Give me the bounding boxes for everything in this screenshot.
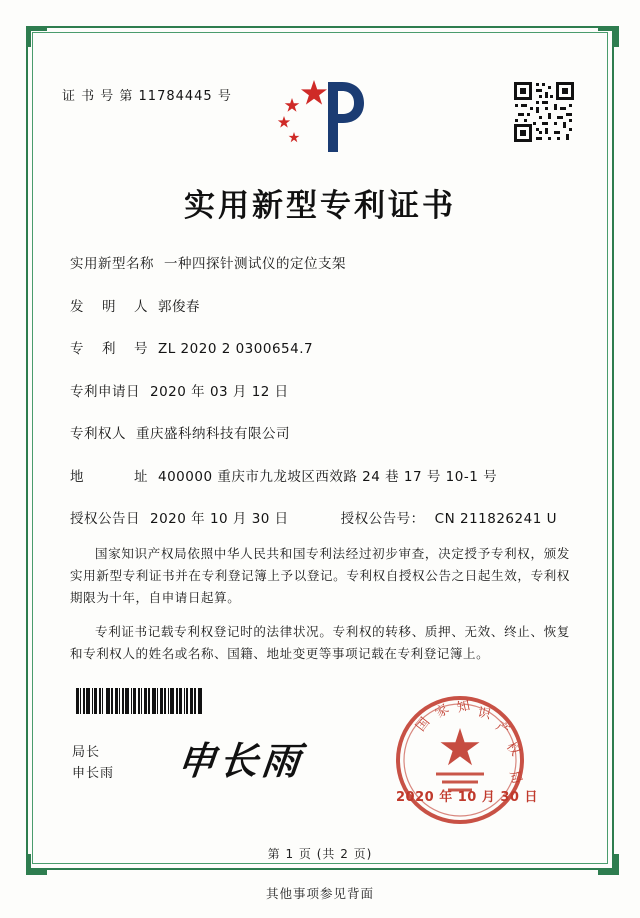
svg-text:局: 局: [506, 768, 525, 786]
field-value: 郭俊春: [158, 298, 200, 315]
svg-text:知: 知: [455, 698, 472, 716]
signatory-name: 申长雨: [72, 766, 115, 781]
field-value: 400000 重庆市九龙坡区西效路 24 巷 17 号 10-1 号: [158, 468, 498, 485]
field-list: [70, 252, 570, 550]
certificate-number: 证 书 号 第 11784445 号: [62, 89, 232, 104]
corner-ornament-top-left: [26, 26, 47, 47]
legal-paragraph-1: 国家知识产权局依照中华人民共和国专利法经过初步审查，决定授予专利权，颁发实用新型专利证书并在专利登记簿上予以登记。专利权自授权公告之日起生效，专利权期限为十年，自申请日起算。: [70, 545, 570, 605]
corner-ornament-top-right: [598, 26, 619, 47]
svg-text:识: 识: [476, 705, 493, 723]
field-label: 实用新型名称: [70, 256, 154, 272]
field-row-address: [70, 465, 570, 485]
field-row-application-date: [70, 380, 570, 400]
field-value: 2020 年 10 月 30 日: [150, 511, 289, 527]
barcode-icon: [76, 688, 224, 714]
page-number: 第 1 页 (共 2 页): [267, 847, 373, 861]
signatory-title: 局长: [72, 745, 101, 760]
handwritten-signature-icon: 申长雨: [175, 738, 307, 783]
field-row-inventor: [70, 295, 570, 315]
field-value: 重庆盛科纳科技有限公司: [136, 426, 290, 442]
field-value: ZL 2020 2 0300654.7: [158, 341, 314, 357]
footer-note: 其他事项参见背面: [265, 886, 374, 901]
field-value: 2020 年 03 月 12 日: [150, 383, 289, 400]
field-row-grant-announcement: [70, 507, 570, 527]
seal-date: 2020 年 10 月 30 日: [396, 790, 538, 805]
svg-text:国: 国: [413, 714, 434, 735]
field-row-utility-model-name: [70, 252, 570, 272]
field-label: 专利权人: [70, 426, 126, 442]
field-row-patent-number: [70, 337, 570, 357]
field-label: 授权公告日: [70, 511, 140, 527]
red-official-seal-icon: [392, 692, 528, 828]
field-label: 地址: [70, 468, 148, 485]
svg-text:产: 产: [492, 718, 512, 739]
legal-paragraph-2: 专利证书记载专利权登记时的法律状况。专利权的转移、质押、无效、终止、恢复和专利权人的姓名或名称、国籍、地址变更等事项记载在专利登记簿上。: [70, 624, 570, 661]
svg-text:权: 权: [502, 739, 523, 759]
field-label: 专利号: [70, 341, 148, 357]
field-label: 专利申请日: [70, 383, 140, 400]
field-value-announcement-number: CN 211826241 U: [434, 511, 557, 527]
field-label-announcement-number: 授权公告号：: [340, 511, 425, 527]
page-title: 实用新型专利证书: [184, 188, 456, 224]
svg-text:家: 家: [432, 701, 453, 722]
signatory-title-block: [72, 742, 114, 784]
field-row-patentee: [70, 422, 570, 442]
field-value: 一种四探针测试仪的定位支架: [164, 256, 346, 272]
cnipa-patent-logo-icon: [272, 78, 368, 156]
legal-text-block: [70, 530, 570, 671]
qr-code-icon: [512, 80, 576, 144]
field-label: 发明人: [70, 298, 148, 315]
